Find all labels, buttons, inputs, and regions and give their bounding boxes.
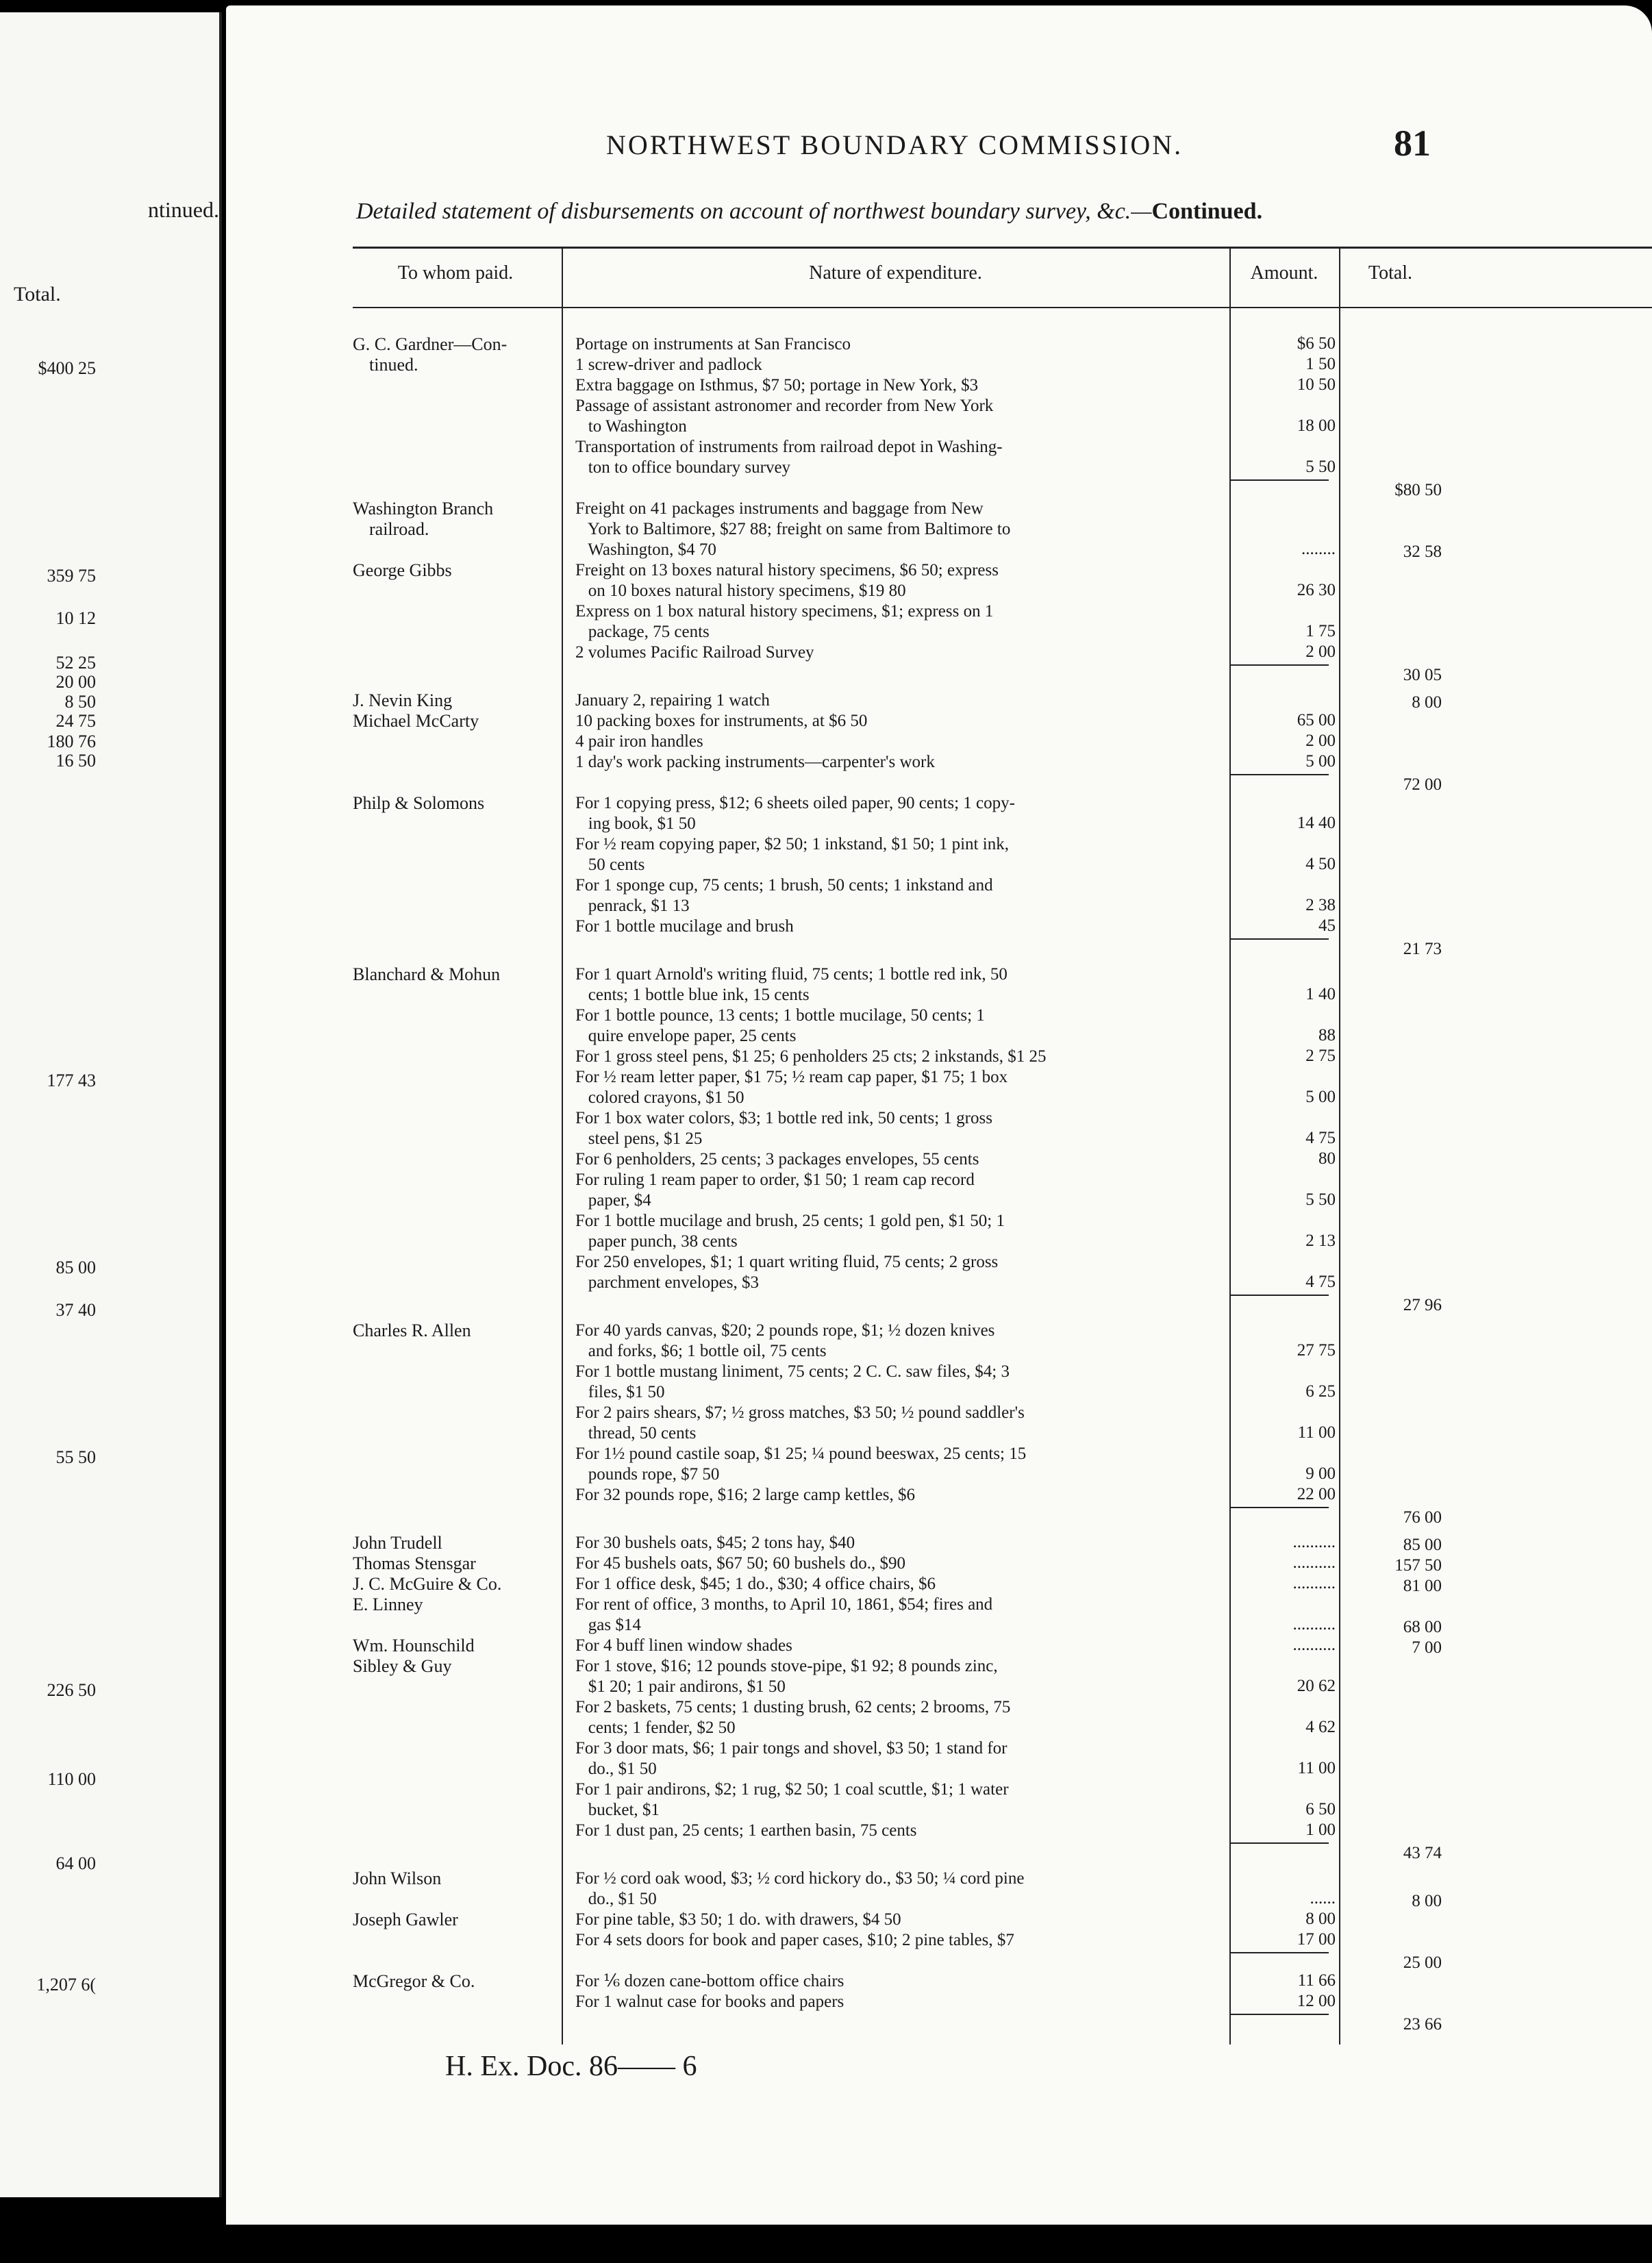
- total-cell: 8 00: [1412, 693, 1442, 712]
- amount-cell: 5 50: [1305, 1190, 1336, 1209]
- payee-line: Michael McCarty: [353, 711, 479, 731]
- expenditure-line: For 32 pounds rope, $16; 2 large camp kettles, $6: [575, 1486, 915, 1504]
- expenditure-line: parchment envelopes, $3: [575, 1273, 759, 1292]
- left-total-value: 16 50: [55, 751, 96, 771]
- amount-cell: 88: [1318, 1026, 1336, 1045]
- expenditure-description: [575, 964, 1216, 1293]
- expenditure-line: For ½ cord oak wood, $3; ½ cord hickory do., $3 50; ¼ cord pine: [575, 1869, 1025, 1888]
- amount-cell: 1 75: [1305, 622, 1336, 640]
- payee-name: [353, 1321, 558, 1341]
- amount-cell: 26 30: [1297, 581, 1336, 599]
- left-total-value: 64 00: [55, 1853, 96, 1873]
- payee-name: [353, 499, 558, 540]
- col-header-payee: To whom paid.: [397, 262, 514, 284]
- payee-name: [353, 1868, 558, 1889]
- amount-cell: 11 00: [1297, 1759, 1336, 1777]
- left-total-value: 110 00: [47, 1769, 96, 1789]
- subtotal-rule: [1229, 1952, 1329, 1953]
- expenditure-line: For ⅙ dozen cane-bottom office chairs: [575, 1972, 844, 1990]
- expenditure-line: cents; 1 fender, $2 50: [575, 1718, 736, 1737]
- left-total-value: 20 00: [55, 672, 96, 692]
- amount-cell: ..........: [1292, 1574, 1336, 1592]
- payee-name: [353, 964, 558, 985]
- amount-cell: 14 40: [1297, 814, 1336, 832]
- subtotal-rule: [1229, 938, 1329, 940]
- expenditure-description: [575, 793, 1216, 937]
- expenditure-line: to Washington: [575, 417, 687, 436]
- total-cell: 32 58: [1403, 542, 1442, 561]
- payee-line: J. C. McGuire & Co.: [353, 1574, 502, 1594]
- amount-cell: ..........: [1292, 1553, 1336, 1572]
- col-header-nature: Nature of expenditure.: [809, 262, 982, 284]
- payee-line: John Wilson: [353, 1868, 442, 1888]
- payee-line: Blanchard & Mohun: [353, 964, 501, 984]
- expenditure-line: quire envelope paper, 25 cents: [575, 1027, 797, 1045]
- left-total-value: 226 50: [47, 1680, 96, 1700]
- header-bottom-rule: [353, 307, 1652, 308]
- payee-name: [353, 1553, 558, 1574]
- amount-cell: 1 50: [1305, 355, 1336, 373]
- expenditure-line: For 1 pair andirons, $2; 1 rug, $2 50; 1 coal scuttle, $1; 1 water: [575, 1780, 1009, 1799]
- amount-cell: 20 62: [1297, 1677, 1336, 1695]
- amount-cell: 27 75: [1297, 1341, 1336, 1360]
- expenditure-description: [575, 1533, 1216, 1553]
- amount-cell: 9 00: [1305, 1464, 1336, 1483]
- left-total-value: 24 75: [55, 711, 96, 731]
- expenditure-line: penrack, $1 13: [575, 897, 690, 915]
- payee-line: Sibley & Guy: [353, 1656, 452, 1676]
- expenditure-line: 1 screw-driver and padlock: [575, 355, 762, 374]
- amount-cell: 2 38: [1305, 896, 1336, 914]
- expenditure-line: For 2 baskets, 75 cents; 1 dusting brush, 62 cents; 2 brooms, 75: [575, 1698, 1011, 1716]
- expenditure-line: package, 75 cents: [575, 623, 710, 641]
- expenditure-line: pounds rope, $7 50: [575, 1465, 720, 1484]
- expenditure-description: [575, 334, 1216, 478]
- amount-cell: 4 50: [1305, 855, 1336, 873]
- total-cell: 43 74: [1403, 1844, 1442, 1862]
- amount-cell: 6 25: [1305, 1382, 1336, 1401]
- expenditure-line: For 1 bottle mustang liniment, 75 cents; 2 C. C. saw files, $4; 3: [575, 1362, 1010, 1381]
- subtotal-rule: [1229, 1507, 1329, 1508]
- expenditure-line: paper, $4: [575, 1191, 651, 1210]
- expenditure-line: For rent of office, 3 months, to April 10, 1861, $54; fires and: [575, 1595, 993, 1614]
- payee-name: [353, 1595, 558, 1615]
- payee-name: [353, 1971, 558, 1992]
- expenditure-line: For ruling 1 ream paper to order, $1 50; 1 ream cap record: [575, 1171, 975, 1189]
- expenditure-line: Extra baggage on Isthmus, $7 50; portage in New York, $3: [575, 376, 979, 395]
- expenditure-line: colored crayons, $1 50: [575, 1088, 744, 1107]
- expenditure-line: and forks, $6; 1 bottle oil, 75 cents: [575, 1342, 827, 1360]
- subtotal-rule: [1229, 1295, 1329, 1296]
- amount-cell: 4 75: [1305, 1129, 1336, 1147]
- amount-cell: 2 00: [1305, 732, 1336, 750]
- expenditure-line: For ½ ream letter paper, $1 75; ½ ream cap paper, $1 75; 1 box: [575, 1068, 1008, 1086]
- amount-cell: ........: [1301, 540, 1336, 558]
- payee-name: [353, 1910, 558, 1930]
- amount-cell: 2 00: [1305, 642, 1336, 661]
- expenditure-line: Washington, $4 70: [575, 540, 716, 559]
- expenditure-line: Freight on 41 packages instruments and baggage from New: [575, 499, 984, 518]
- left-total-value: 8 50: [64, 692, 96, 712]
- left-total-value: $400 25: [38, 358, 96, 378]
- payee-line: railroad.: [369, 519, 429, 539]
- expenditure-line: 1 day's work packing instruments—carpenter's work: [575, 753, 935, 771]
- total-cell: $80 50: [1394, 481, 1442, 499]
- column-divider-1: [562, 247, 563, 2045]
- expenditure-line: For 1 stove, $16; 12 pounds stove-pipe, $1 92; 8 pounds zinc,: [575, 1657, 998, 1675]
- expenditure-line: January 2, repairing 1 watch: [575, 691, 770, 710]
- total-cell: 21 73: [1403, 940, 1442, 958]
- expenditure-line: 10 packing boxes for instruments, at $6 50: [575, 712, 868, 730]
- total-cell: 72 00: [1403, 775, 1442, 794]
- subtotal-rule: [1229, 1842, 1329, 1844]
- total-cell: 23 66: [1403, 2015, 1442, 2034]
- subtotal-rule: [1229, 479, 1329, 481]
- expenditure-line: For 30 bushels oats, $45; 2 tons hay, $40: [575, 1534, 855, 1552]
- expenditure-line: do., $1 50: [575, 1890, 657, 1908]
- left-page-header: ntinued.: [148, 197, 219, 222]
- col-header-total: Total.: [1368, 262, 1413, 284]
- total-cell: 30 05: [1403, 666, 1442, 684]
- left-total-value: 85 00: [55, 1258, 96, 1277]
- total-cell: 8 00: [1412, 1892, 1442, 1910]
- expenditure-line: York to Baltimore, $27 88; freight on same from Baltimore to: [575, 520, 1011, 538]
- amount-cell: 17 00: [1297, 1930, 1336, 1949]
- left-total-value: 10 12: [55, 608, 96, 628]
- column-divider-2: [1229, 247, 1231, 2045]
- expenditure-line: do., $1 50: [575, 1760, 657, 1778]
- amount-cell: ..........: [1292, 1615, 1336, 1634]
- payee-name: [353, 1656, 558, 1677]
- amount-cell: 11 66: [1297, 1971, 1336, 1990]
- expenditure-line: files, $1 50: [575, 1383, 665, 1401]
- expenditure-line: For 1 sponge cup, 75 cents; 1 brush, 50 cents; 1 inkstand and: [575, 876, 993, 895]
- amount-cell: 18 00: [1297, 416, 1336, 435]
- payee-line: John Trudell: [353, 1533, 442, 1553]
- amount-cell: 45: [1318, 916, 1336, 935]
- left-total-value: 180 76: [47, 732, 96, 751]
- expenditure-line: For 1½ pound castile soap, $1 25; ¼ pound beeswax, 25 cents; 15: [575, 1445, 1027, 1463]
- payee-name: [353, 334, 558, 375]
- expenditure-line: For 2 pairs shears, $7; ½ gross matches, $3 50; ½ pound saddler's: [575, 1403, 1025, 1422]
- total-cell: 76 00: [1403, 1508, 1442, 1527]
- expenditure-line: on 10 boxes natural history specimens, $19 80: [575, 582, 906, 600]
- payee-line: Philp & Solomons: [353, 793, 485, 813]
- expenditure-line: For 1 walnut case for books and papers: [575, 1992, 844, 2011]
- left-total-value: 177 43: [47, 1071, 96, 1090]
- running-head: NORTHWEST BOUNDARY COMMISSION.: [606, 129, 1184, 160]
- expenditure-line: For ½ ream copying paper, $2 50; 1 inkstand, $1 50; 1 pint ink,: [575, 835, 1009, 853]
- expenditure-line: For 1 box water colors, $3; 1 bottle red ink, 50 cents; 1 gross: [575, 1109, 992, 1127]
- left-total-label: Total.: [14, 283, 61, 305]
- expenditure-line: For 1 bottle mucilage and brush: [575, 917, 794, 936]
- amount-cell: 4 62: [1305, 1718, 1336, 1736]
- expenditure-line: 2 volumes Pacific Railroad Survey: [575, 643, 814, 662]
- payee-name: [353, 1574, 558, 1595]
- payee-name: [353, 560, 558, 581]
- payee-line: Joseph Gawler: [353, 1910, 458, 1929]
- expenditure-line: thread, 50 cents: [575, 1424, 697, 1442]
- subtitle-text: Detailed statement of disbursements on account of northwest boundary survey, &c.—: [356, 199, 1152, 224]
- document-page: [226, 5, 1652, 2225]
- payee-line: tinued.: [369, 355, 418, 375]
- amount-cell: 5 50: [1305, 458, 1336, 476]
- amount-cell: ..........: [1292, 1533, 1336, 1551]
- expenditure-line: For 1 gross steel pens, $1 25; 6 penholders 25 cts; 2 inkstands, $1 25: [575, 1047, 1047, 1066]
- expenditure-line: 4 pair iron handles: [575, 732, 703, 751]
- expenditure-description: [575, 1910, 1216, 1951]
- amount-cell: 8 00: [1305, 1910, 1336, 1928]
- subtotal-rule: [1229, 2014, 1329, 2015]
- amount-cell: 22 00: [1297, 1485, 1336, 1503]
- amount-cell: 6 50: [1305, 1800, 1336, 1818]
- expenditure-line: For pine table, $3 50; 1 do. with drawers, $4 50: [575, 1910, 901, 1929]
- table-subtitle: [356, 199, 1262, 225]
- expenditure-line: For 1 bottle pounce, 13 cents; 1 bottle mucilage, 50 cents; 1: [575, 1006, 985, 1025]
- left-total-value: 1,207 6(: [36, 1975, 96, 1995]
- amount-cell: 11 00: [1297, 1423, 1336, 1442]
- total-cell: 25 00: [1403, 1953, 1442, 1972]
- payee-line: George Gibbs: [353, 560, 452, 580]
- expenditure-description: [575, 1321, 1216, 1505]
- expenditure-line: gas $14: [575, 1616, 641, 1634]
- amount-cell: ..........: [1292, 1636, 1336, 1654]
- payee-line: Washington Branch: [353, 499, 494, 518]
- expenditure-line: 50 cents: [575, 855, 645, 874]
- total-cell: 27 96: [1403, 1296, 1442, 1314]
- expenditure-line: For 1 bottle mucilage and brush, 25 cents; 1 gold pen, $1 50; 1: [575, 1212, 1005, 1230]
- expenditure-description: [575, 1868, 1216, 1910]
- expenditure-line: ing book, $1 50: [575, 814, 696, 833]
- payee-line: Wm. Hounschild: [353, 1636, 475, 1655]
- expenditure-line: bucket, $1: [575, 1801, 660, 1819]
- expenditure-line: For 4 sets doors for book and paper cases, $10; 2 pine tables, $7: [575, 1931, 1014, 1949]
- expenditure-line: Express on 1 box natural history specimens, $1; express on 1: [575, 602, 994, 621]
- expenditure-line: cents; 1 bottle blue ink, 15 cents: [575, 986, 810, 1004]
- col-header-amount: Amount.: [1250, 262, 1318, 284]
- total-cell: 81 00: [1403, 1577, 1442, 1595]
- left-total-value: 52 25: [55, 653, 96, 673]
- payee-line: Thomas Stensgar: [353, 1553, 476, 1573]
- header-top-rule: [353, 247, 1652, 249]
- payee-line: Charles R. Allen: [353, 1321, 471, 1340]
- subtotal-rule: [1229, 774, 1329, 775]
- payee-line: McGregor & Co.: [353, 1971, 475, 1991]
- expenditure-line: Freight on 13 boxes natural history specimens, $6 50; express: [575, 561, 999, 579]
- expenditure-line: paper punch, 38 cents: [575, 1232, 738, 1251]
- expenditure-line: For 1 office desk, $45; 1 do., $30; 4 office chairs, $6: [575, 1575, 936, 1593]
- payee-name: [353, 793, 558, 814]
- payee-name: [353, 690, 558, 711]
- expenditure-description: [575, 560, 1216, 663]
- subtitle-continued: Continued.: [1151, 199, 1263, 224]
- amount-cell: 4 75: [1305, 1273, 1336, 1291]
- expenditure-line: Transportation of instruments from railroad depot in Washing-: [575, 438, 1003, 456]
- amount-cell: 2 75: [1305, 1047, 1336, 1065]
- expenditure-description: [575, 1553, 1216, 1574]
- left-total-value: 359 75: [47, 566, 96, 586]
- payee-line: J. Nevin King: [353, 690, 453, 710]
- expenditure-description: [575, 711, 1216, 773]
- expenditure-description: [575, 1971, 1216, 2012]
- expenditure-line: For 40 yards canvas, $20; 2 pounds rope, $1; ½ dozen knives: [575, 1321, 995, 1340]
- amount-cell: 1 40: [1305, 985, 1336, 1003]
- expenditure-line: For 250 envelopes, $1; 1 quart writing fluid, 75 cents; 2 gross: [575, 1253, 999, 1271]
- expenditure-line: $1 20; 1 pair andirons, $1 50: [575, 1677, 786, 1696]
- amount-cell: 80: [1318, 1149, 1336, 1168]
- expenditure-line: For 45 bushels oats, $67 50; 60 bushels do., $90: [575, 1554, 905, 1573]
- expenditure-description: [575, 690, 1216, 711]
- expenditure-description: [575, 1636, 1216, 1656]
- page-number: 81: [1394, 123, 1431, 164]
- document-footer: H. Ex. Doc. 86—— 6: [445, 2051, 697, 2082]
- amount-cell: 1 00: [1305, 1821, 1336, 1839]
- amount-cell: 5 00: [1305, 1088, 1336, 1106]
- expenditure-line: For 1 dust pan, 25 cents; 1 earthen basin, 75 cents: [575, 1821, 917, 1840]
- expenditure-line: For 1 copying press, $12; 6 sheets oiled paper, 90 cents; 1 copy-: [575, 794, 1015, 812]
- left-page-fragment: [0, 12, 222, 2197]
- amount-cell: $6 50: [1297, 334, 1336, 353]
- total-cell: 7 00: [1412, 1638, 1442, 1657]
- expenditure-line: Portage on instruments at San Francisco: [575, 335, 851, 353]
- expenditure-line: For 6 penholders, 25 cents; 3 packages envelopes, 55 cents: [575, 1150, 979, 1168]
- left-total-value: 55 50: [55, 1447, 96, 1467]
- amount-cell: 12 00: [1297, 1992, 1336, 2010]
- amount-cell: ......: [1310, 1889, 1336, 1908]
- expenditure-description: [575, 1656, 1216, 1841]
- expenditure-line: For 3 door mats, $6; 1 pair tongs and shovel, $3 50; 1 stand for: [575, 1739, 1008, 1758]
- expenditure-line: steel pens, $1 25: [575, 1129, 703, 1148]
- expenditure-line: Passage of assistant astronomer and recorder from New York: [575, 397, 994, 415]
- payee-name: [353, 1533, 558, 1553]
- expenditure-line: For 1 quart Arnold's writing fluid, 75 cents; 1 bottle red ink, 50: [575, 965, 1008, 984]
- expenditure-description: [575, 499, 1216, 560]
- amount-cell: 2 13: [1305, 1231, 1336, 1250]
- total-cell: 157 50: [1394, 1556, 1442, 1575]
- expenditure-description: [575, 1574, 1216, 1595]
- total-cell: 85 00: [1403, 1536, 1442, 1554]
- payee-name: [353, 711, 558, 732]
- amount-cell: 10 50: [1297, 375, 1336, 394]
- expenditure-line: ton to office boundary survey: [575, 458, 791, 477]
- expenditure-line: For 4 buff linen window shades: [575, 1636, 792, 1655]
- expenditure-description: [575, 1595, 1216, 1636]
- column-divider-3: [1339, 247, 1340, 2045]
- payee-line: E. Linney: [353, 1595, 423, 1614]
- subtotal-rule: [1229, 664, 1329, 666]
- amount-cell: 5 00: [1305, 752, 1336, 771]
- payee-name: [353, 1636, 558, 1656]
- total-cell: 68 00: [1403, 1618, 1442, 1636]
- left-total-value: 37 40: [55, 1300, 96, 1320]
- payee-line: G. C. Gardner—Con-: [353, 334, 508, 354]
- amount-cell: 65 00: [1297, 711, 1336, 729]
